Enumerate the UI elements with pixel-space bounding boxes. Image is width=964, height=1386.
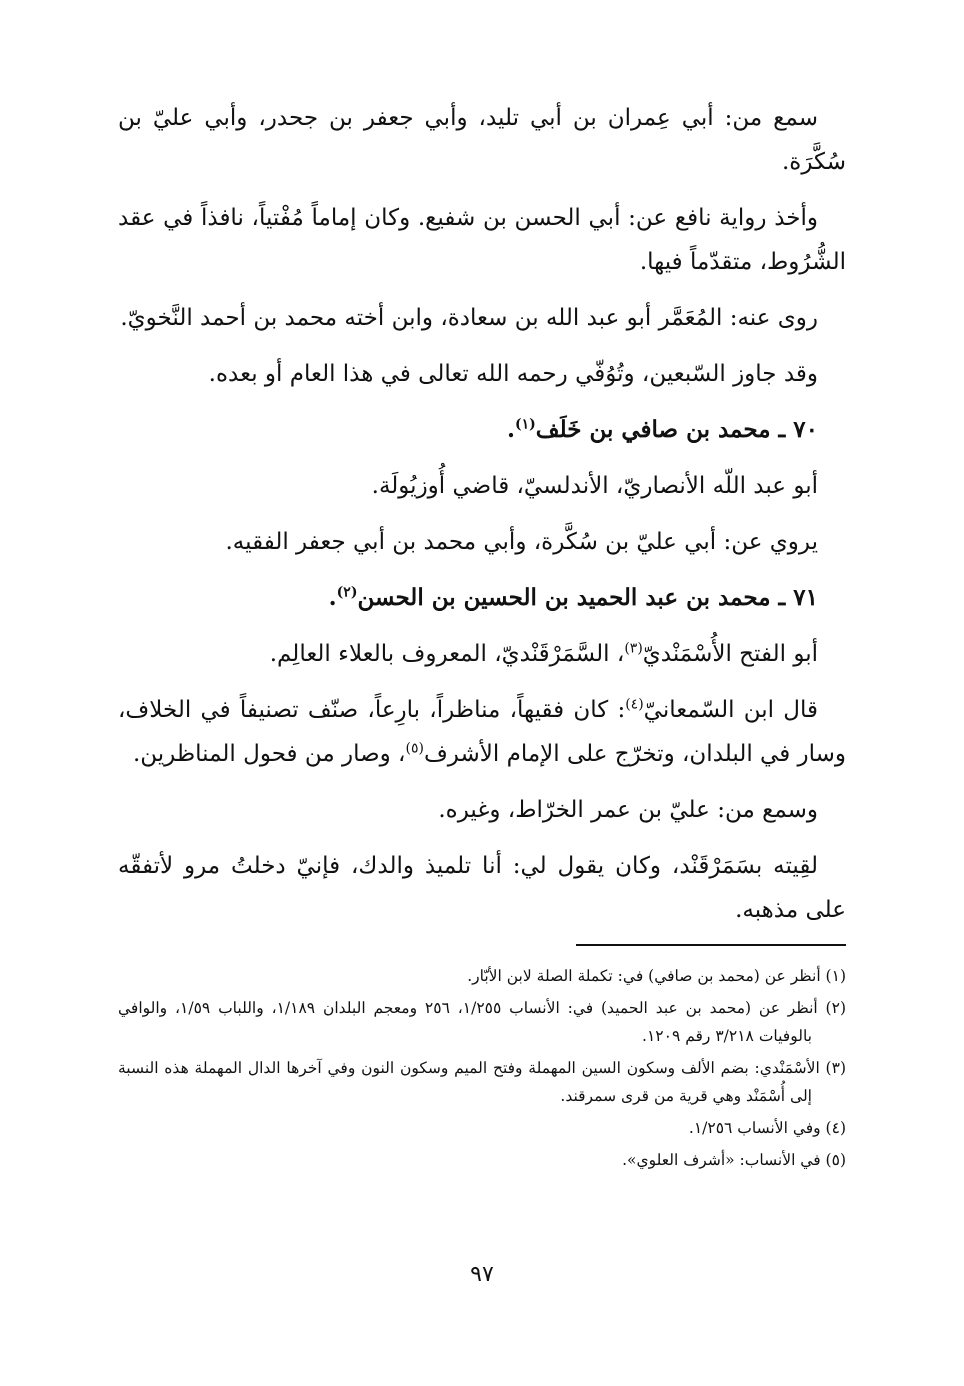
entry-71-p2-c: ، وصار من فحول المناظرين. xyxy=(132,741,406,767)
entry-71-paragraph-3: وسمع من: عليّ بن عمر الخرّاط، وغيره. xyxy=(438,797,818,823)
paragraph-1: سمع من: أبي عِمران بن أبي تليد، وأبي جعفر بن جحدر، وأبي عليّ بن سُكَّرَة. xyxy=(118,105,846,175)
footnote-ref-3: (٣) xyxy=(624,640,643,657)
page-number: ٩٧ xyxy=(470,1262,494,1287)
entry-70-line-1: أبو عبد اللّه الأنصاريّ، الأندلسيّ، قاضي أُوزيُولَة. xyxy=(371,473,818,499)
footnote-ref-1: (١) xyxy=(515,416,536,433)
entry-71-heading-text: ٧١ ـ محمد بن عبد الحميد بن الحسين بن الحسن xyxy=(357,584,818,611)
footnote-4: (٤) وفي الأنساب ١/٢٥٦. xyxy=(688,1119,846,1137)
entry-71-paragraph-4: لقِيته بسَمَرْقَنْد، وكان يقول لي: أنا تلميذ والدك، فإنيّ دخلتُ مرو لأتفقّه على مذهبه. xyxy=(118,853,846,923)
main-text xyxy=(118,96,846,932)
entry-71-paragraph-2 xyxy=(118,688,846,776)
entry-71-p2-a: قال ابن السّمعانيّ xyxy=(643,697,818,723)
footnote-ref-5: (٥) xyxy=(405,740,424,757)
entry-70-line-2: يروي عن: أبي عليّ بن سُكَّرة، وأبي محمد بن أبي جعفر الفقيه. xyxy=(225,529,818,555)
entry-71-line-1-a: أبو الفتح الأُسْمَنْديّ xyxy=(642,641,818,667)
entry-71-heading xyxy=(118,576,846,620)
entry-70-heading-end: . xyxy=(507,416,516,443)
footnote-ref-4: (٤) xyxy=(625,696,644,713)
footnotes xyxy=(118,962,846,1174)
entry-71-line-1-b: ، السَّمَرْقَنْديّ، المعروف بالعلاء العالِم. xyxy=(269,641,625,667)
entry-71-heading-end: . xyxy=(328,584,337,611)
paragraph-2: وأخذ رواية نافع عن: أبي الحسن بن شفيع. وكان إماماً مُفْتياً، نافذاً في عقد الشُّرُوط، متقدّماً فيها. xyxy=(118,205,846,275)
paragraph-3: روى عنه: المُعَمَّر أبو عبد الله بن سعادة، وابن أخته محمد بن أحمد النَّخويّ. xyxy=(120,305,818,331)
footnote-3: (٣) الأسْمَنْدي: بضم الألف وسكون السين المهملة وفتح الميم وسكون النون وفي آخرها الدال المهملة هذه النسبة إلى أُسْمَنْد وهي قرية من قرى سمرقند. xyxy=(118,1059,846,1105)
footnote-2: (٢) أنظر عن (محمد بن عبد الحميد) في: الأنساب ١/٢٥٥، ٢٥٦ ومعجم البلدان ١/١٨٩، واللباب ١/٥٩، والوافي بالوفيات ٣/٢١٨ رقم ١٢٠٩. xyxy=(118,999,846,1045)
entry-71-line-1 xyxy=(118,632,846,676)
footnote-1: (١) أنظر عن (محمد بن صافي) في: تكملة الصلة لابن الأبّار. xyxy=(467,967,846,985)
book-page xyxy=(118,96,846,1346)
entry-70-heading xyxy=(118,408,846,452)
entry-71-p2-b: : كان فقيهاً، مناظراً، بارِعاً، صنّف تصنيفاً في الخلاف، وسار في البلدان، وتخرّج على الإمام الأشرف xyxy=(118,697,846,767)
footnote-divider xyxy=(576,944,846,946)
footnote-ref-2: (٢) xyxy=(336,584,358,601)
entry-70-heading-text: ٧٠ ـ محمد بن صافي بن خَلَف xyxy=(535,416,818,443)
footnote-5: (٥) في الأنساب: «أشرف العلوي». xyxy=(622,1151,846,1169)
paragraph-4: وقد جاوز السّبعين، وتُوُفّي رحمه الله تعالى في هذا العام أو بعده. xyxy=(208,361,818,387)
